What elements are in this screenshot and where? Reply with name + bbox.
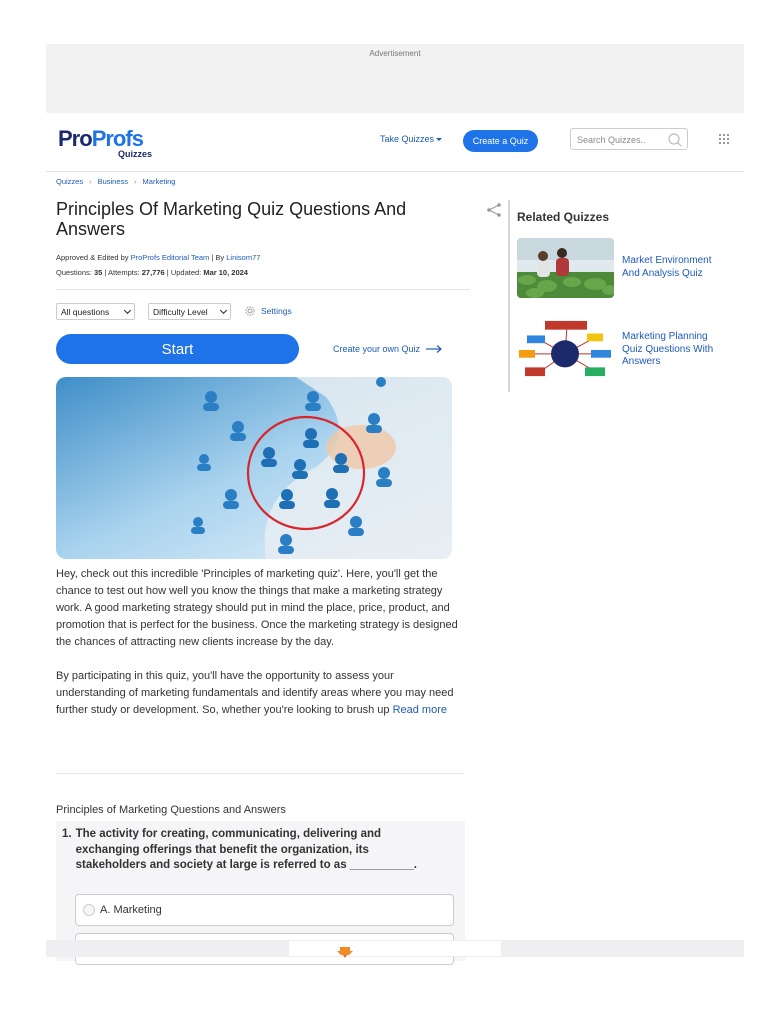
advertisement-label: Advertisement	[369, 49, 421, 58]
answer-option-label: A. Marketing	[100, 904, 162, 916]
breadcrumb-quizzes[interactable]: Quizzes	[56, 177, 84, 186]
quiz-hero-image	[56, 377, 452, 559]
radio-icon	[83, 904, 95, 916]
sticky-bar-panel[interactable]	[288, 940, 502, 957]
related-quiz-thumbnail	[517, 319, 614, 379]
chevron-down-icon	[124, 306, 131, 313]
sidebar-divider	[508, 200, 510, 392]
share-icon[interactable]	[486, 202, 502, 218]
logo-sub-text: Quizzes	[118, 149, 153, 159]
advertisement-banner	[46, 44, 744, 113]
editor-link[interactable]: ProProfs Editorial Team	[130, 253, 210, 262]
description-paragraph-2-text: By participating in this quiz, you'll have the opportunity to assess your understanding of marketing fundamentals and identify areas where you may need further study or development. So, whether you're looking to brush up	[56, 670, 454, 716]
divider	[56, 773, 464, 774]
by-prefix: | By	[209, 253, 227, 262]
logo-profs-text: Profs	[91, 126, 143, 151]
related-quiz-item-marketing-planning[interactable]	[517, 319, 727, 381]
search-input[interactable]	[577, 133, 662, 146]
breadcrumb	[56, 177, 175, 186]
attempts-count: 27,776	[141, 268, 165, 277]
create-own-quiz-link[interactable]	[333, 344, 442, 354]
search-box[interactable]	[570, 128, 688, 150]
approval-line	[56, 253, 260, 262]
start-button[interactable]: Start	[56, 334, 299, 364]
search-icon[interactable]	[667, 132, 683, 148]
related-quiz-item-market-environment[interactable]	[517, 238, 727, 300]
question-text	[62, 827, 422, 874]
questions-section-heading: Principles of Marketing Questions and Answers	[56, 804, 286, 816]
related-quizzes-title: Related Quizzes	[517, 210, 610, 224]
updated-label: | Updated:	[164, 268, 204, 277]
updated-date: Mar 10, 2024	[203, 268, 248, 277]
difficulty-value: Difficulty Level	[153, 306, 208, 317]
caret-down-icon	[436, 138, 442, 141]
settings-button[interactable]	[244, 305, 292, 317]
description-paragraph: Hey, check out this incredible 'Principles of marketing quiz'. Here, you'll get the chance to test out how well you know the things that make a marketing strategy work. A good marketing strategy should put in mind the place, price, product, and promotion that is perfect for the business. Once the marketing strategy is designed the chances of attracting new clients increase by the day.	[56, 568, 458, 648]
question-filter-select[interactable]	[56, 303, 135, 320]
page-title: Principles Of Marketing Quiz Questions And Answers	[56, 199, 407, 239]
proprofs-logo[interactable]	[58, 126, 153, 159]
chevron-down-icon	[220, 306, 227, 313]
gear-icon	[244, 305, 256, 317]
site-header	[46, 118, 744, 172]
description-paragraph-2	[56, 668, 460, 719]
related-quiz-thumbnail	[517, 238, 614, 298]
create-quiz-button[interactable]: Create a Quiz	[463, 130, 538, 152]
create-own-quiz-label: Create your own Quiz	[333, 344, 421, 354]
author-link[interactable]: Linisom77	[226, 253, 261, 262]
read-more-link[interactable]: Read more	[392, 704, 447, 716]
question-body: The activity for creating, communicating, delivering and exchanging offerings that benefit the organization, its stakeholders and society at large is referred to as __________.	[75, 828, 417, 871]
breadcrumb-separator-icon: ›	[134, 177, 137, 186]
questions-label: Questions:	[56, 268, 94, 277]
settings-label: Settings	[261, 306, 292, 316]
questions-count: 35	[93, 268, 103, 277]
logo-pro-text: Pro	[58, 126, 92, 151]
related-quiz-title[interactable]: Marketing Planning Quiz Questions With Answers	[622, 331, 714, 367]
arrow-right-icon	[426, 345, 442, 353]
breadcrumb-business[interactable]: Business	[97, 177, 129, 186]
breadcrumb-marketing[interactable]: Marketing	[142, 177, 176, 186]
pencil-icon	[335, 947, 355, 958]
question-filter-value: All questions	[61, 306, 110, 317]
question-number: 1.	[62, 828, 72, 840]
quiz-description	[56, 566, 460, 736]
breadcrumb-separator-icon: ›	[89, 177, 92, 186]
take-quizzes-menu[interactable]	[380, 134, 442, 144]
attempts-label: | Attempts:	[102, 268, 142, 277]
related-quiz-title[interactable]: Market Environment And Analysis Quiz	[622, 255, 712, 279]
answer-option-a[interactable]	[75, 894, 454, 926]
sticky-bottom-bar	[46, 940, 744, 957]
difficulty-select[interactable]	[148, 303, 231, 320]
take-quizzes-label: Take Quizzes	[380, 134, 435, 144]
approved-prefix: Approved & Edited by	[56, 253, 131, 262]
quiz-stats-line	[56, 268, 248, 277]
apps-grid-icon[interactable]	[719, 134, 729, 144]
divider	[56, 289, 470, 290]
